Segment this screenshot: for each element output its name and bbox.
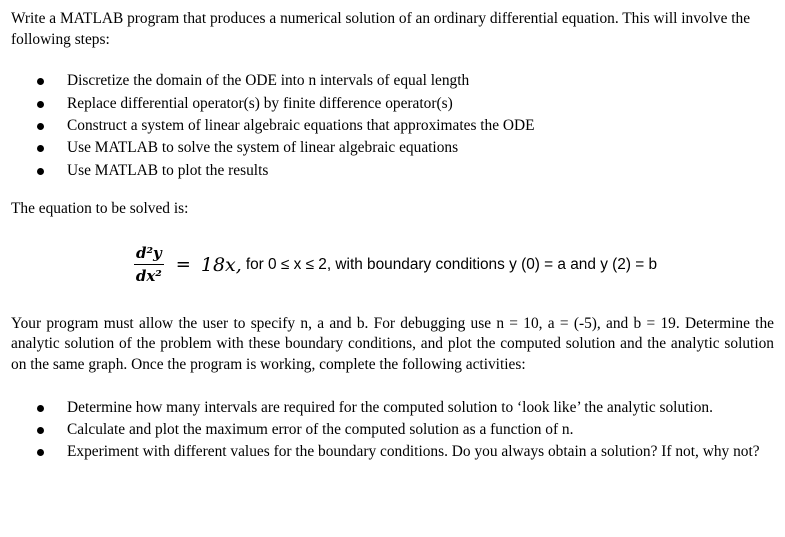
bullet-icon <box>37 123 44 130</box>
equation-intro: The equation to be solved is: <box>11 200 189 218</box>
list-item <box>11 397 774 418</box>
step-text: Use MATLAB to solve the system of linear algebraic equations <box>67 139 459 157</box>
bullet-icon <box>37 449 44 456</box>
fraction-numerator: d²y <box>134 243 164 265</box>
steps-list <box>11 70 774 182</box>
fraction-denominator: dx² <box>135 267 162 286</box>
bullet-icon <box>37 168 44 175</box>
activity-text: Calculate and plot the maximum error of the computed solution as a function of n. <box>67 420 574 438</box>
intro-paragraph: Write a MATLAB program that produces a numerical solution of an ordinary differential equation. This will involve the following steps: <box>11 10 751 48</box>
bullet-icon <box>37 78 44 85</box>
list-item <box>11 115 774 137</box>
bullet-icon <box>37 101 44 108</box>
list-item <box>11 441 774 462</box>
boundary-conditions: for 0 ≤ x ≤ 2, with boundary conditions y (0) = a and y (2) = b <box>245 255 658 273</box>
derivative-fraction <box>134 243 164 286</box>
activities-list <box>11 397 774 462</box>
bullet-icon <box>37 145 44 152</box>
step-text: Use MATLAB to plot the results <box>67 161 269 179</box>
activity-text: Experiment with different values for the boundary conditions. Do you always obtain a solution? If not, why not? <box>67 442 760 460</box>
list-item <box>11 70 774 92</box>
list-item <box>11 137 774 159</box>
list-item <box>11 419 774 440</box>
instructions-paragraph: Your program must allow the user to specify n, a and b. For debugging use n = 10, a = (-5), and b = 19. Determine the analytic solution of the problem with these boundary conditions, and plot the computed solution and the analytic solution on the same graph. Once the program is working, complete the following activities: <box>11 314 774 373</box>
activity-text: Determine how many intervals are required for the computed solution to ‘look like’ the analytic solution. <box>67 398 713 416</box>
bullet-icon <box>37 427 44 434</box>
differential-equation <box>134 238 774 292</box>
list-item <box>11 93 774 115</box>
equation-rhs: 18x, <box>200 253 242 276</box>
step-text: Replace differential operator(s) by finite difference operator(s) <box>67 94 453 112</box>
equals-sign: = <box>175 253 191 275</box>
bullet-icon <box>37 405 44 412</box>
step-text: Discretize the domain of the ODE into n intervals of equal length <box>67 72 470 90</box>
list-item <box>11 160 774 182</box>
step-text: Construct a system of linear algebraic equations that approximates the ODE <box>67 117 535 134</box>
